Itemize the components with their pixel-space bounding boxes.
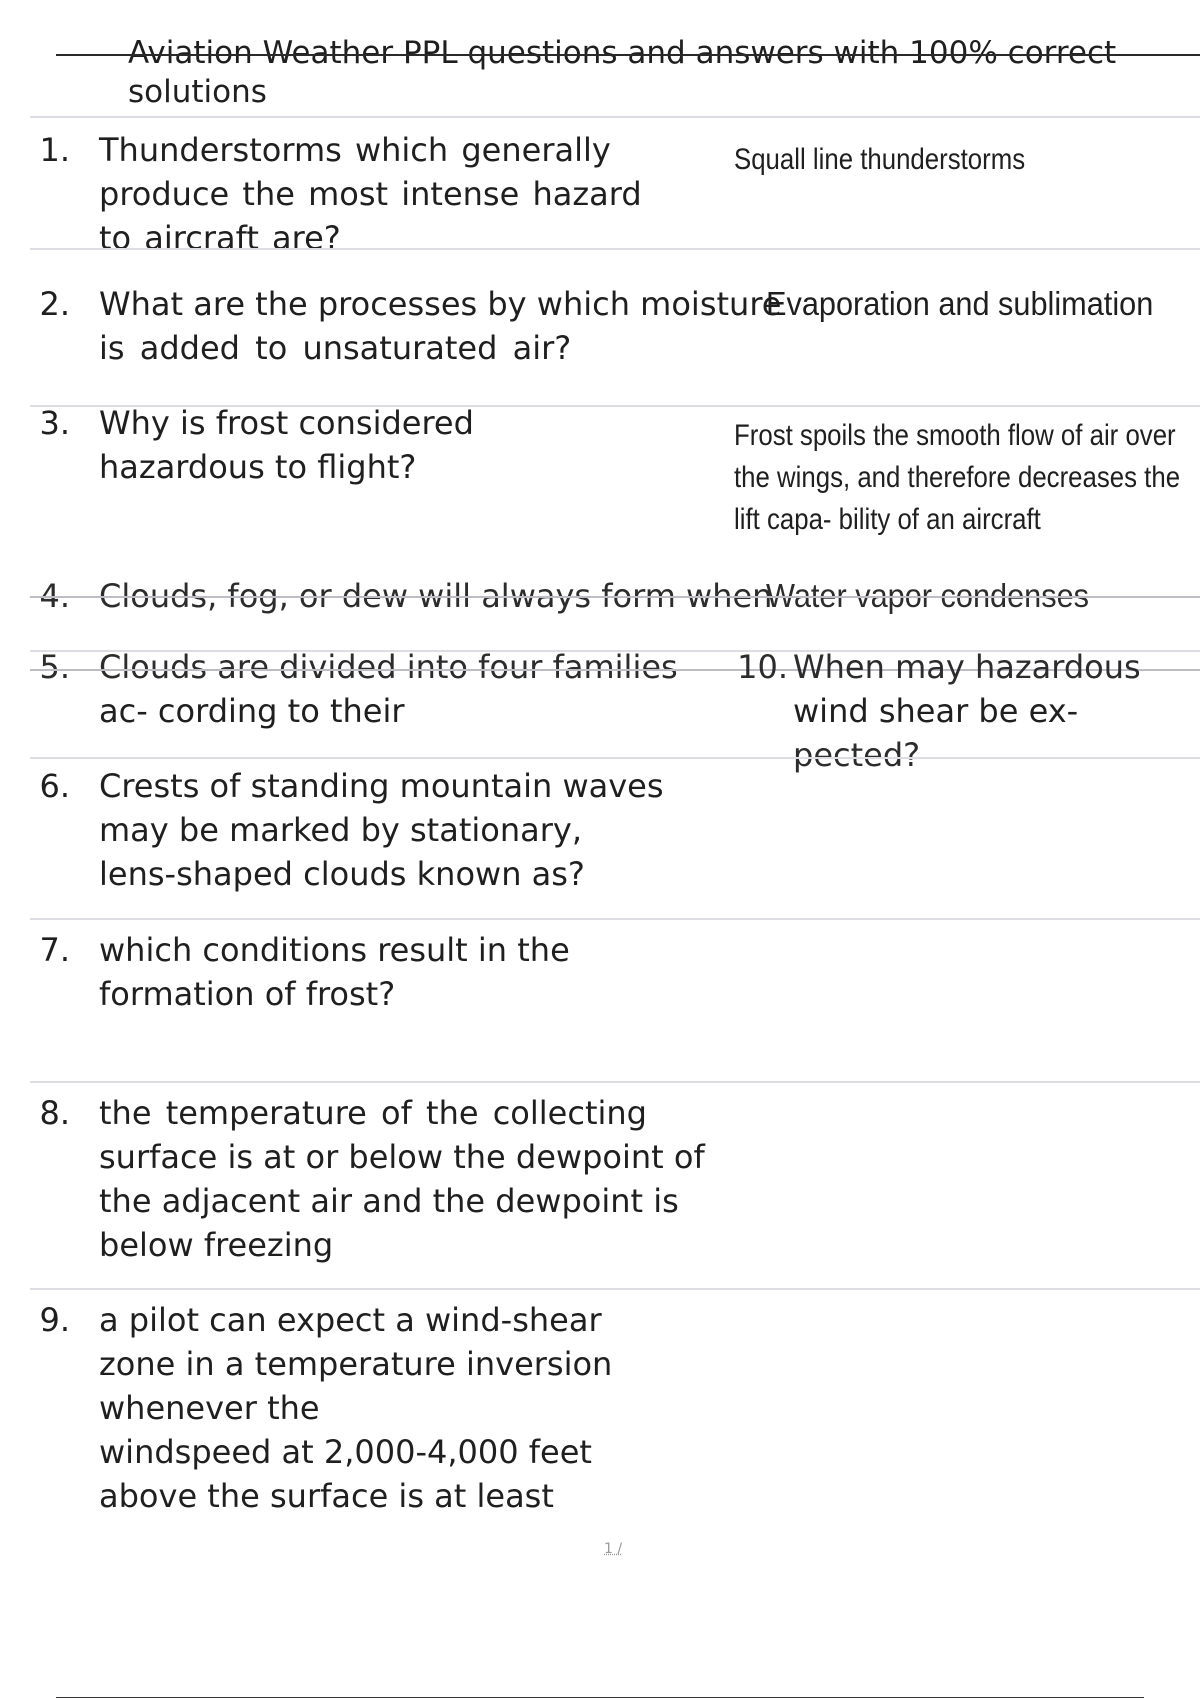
question-6-line: lens-shaped clouds known as? bbox=[99, 855, 585, 893]
question-6 bbox=[99, 764, 664, 896]
document-title-line-1: Aviation Weather PPL questions and answers with 100% correct bbox=[128, 35, 1117, 71]
question-9-line: zone in a temperature inversion bbox=[99, 1345, 613, 1383]
question-7-line: formation of frost? bbox=[99, 975, 396, 1013]
question-5-line: Clouds are divided into four families bbox=[99, 648, 678, 686]
question-1-line: Thunderstorms which generally bbox=[99, 131, 611, 169]
question-10-line: pected? bbox=[793, 736, 921, 774]
divider bbox=[30, 757, 1200, 759]
question-1-line: to aircraft are? bbox=[99, 219, 341, 257]
divider bbox=[30, 1288, 1200, 1290]
divider bbox=[30, 918, 1200, 920]
item-number-7: 7. bbox=[39, 931, 70, 969]
question-6-line: Crests of standing mountain waves bbox=[99, 767, 664, 805]
page-number: 1 / bbox=[604, 1541, 623, 1557]
question-9-line: windspeed at 2,000-4,000 feet bbox=[99, 1433, 592, 1471]
answer-2: Evaporation and sublimation bbox=[766, 285, 1154, 322]
question-3 bbox=[99, 401, 474, 489]
question-10-line: wind shear be ex- bbox=[793, 692, 1079, 730]
item-number-2: 2. bbox=[39, 285, 70, 323]
footer-rule bbox=[56, 1697, 1144, 1698]
question-8-line: the adjacent air and the dewpoint is bbox=[99, 1182, 679, 1220]
item-number-10: 10. bbox=[737, 648, 788, 686]
divider bbox=[30, 248, 1200, 250]
item-number-9: 9. bbox=[39, 1301, 70, 1339]
item-number-5: 5. bbox=[39, 648, 70, 686]
question-7 bbox=[99, 928, 570, 1016]
question-2-line: is added to unsaturated air? bbox=[99, 329, 572, 367]
question-10-line: When may hazardous bbox=[793, 648, 1141, 686]
question-4-line: Clouds, fog, or dew will always form when bbox=[99, 577, 773, 615]
question-1-line: produce the most intense hazard bbox=[99, 175, 642, 213]
item-number-3: 3. bbox=[39, 404, 70, 442]
answer-3 bbox=[734, 415, 1180, 541]
divider bbox=[30, 1081, 1200, 1083]
document-title bbox=[128, 34, 1116, 72]
question-3-line: Why is frost considered bbox=[99, 404, 474, 442]
question-2-line: What are the processes by which moisture bbox=[99, 285, 782, 323]
question-1 bbox=[99, 128, 642, 260]
question-8 bbox=[99, 1091, 705, 1267]
question-8-line: the temperature of the collecting bbox=[99, 1094, 647, 1132]
answer-3-line: Frost spoils the smooth flow of air over bbox=[734, 419, 1176, 452]
question-9-line: a pilot can expect a wind-shear bbox=[99, 1301, 602, 1339]
answer-3-line: lift capa- bility of an aircraft bbox=[734, 503, 1041, 536]
item-number-8: 8. bbox=[39, 1094, 70, 1132]
question-8-line: below freezing bbox=[99, 1226, 334, 1264]
question-6-line: may be marked by stationary, bbox=[99, 811, 582, 849]
strike-line bbox=[30, 596, 1200, 598]
question-8-line: surface is at or below the dewpoint of bbox=[99, 1138, 705, 1176]
question-9-line: above the surface is at least bbox=[99, 1477, 554, 1515]
document-title-line-2: solutions bbox=[128, 74, 267, 110]
item-number-6: 6. bbox=[39, 767, 70, 805]
item-number-4: 4. bbox=[39, 577, 70, 615]
divider bbox=[30, 116, 1200, 118]
answer-1-line: Squall line thunderstorms bbox=[734, 143, 1026, 176]
question-5 bbox=[99, 645, 678, 733]
question-9-line: whenever the bbox=[99, 1389, 320, 1427]
question-5-line: ac- cording to their bbox=[99, 692, 405, 730]
answer-4: Water vapor condenses bbox=[766, 577, 1089, 614]
question-7-line: which conditions result in the bbox=[99, 931, 570, 969]
question-2 bbox=[99, 282, 781, 370]
question-9 bbox=[99, 1298, 612, 1518]
question-3-line: hazardous to flight? bbox=[99, 448, 417, 486]
title-strike-line bbox=[56, 54, 1200, 56]
answer-1 bbox=[734, 139, 1025, 181]
answer-3-line: the wings, and therefore decreases the bbox=[734, 461, 1181, 494]
item-number-1: 1. bbox=[39, 131, 70, 169]
